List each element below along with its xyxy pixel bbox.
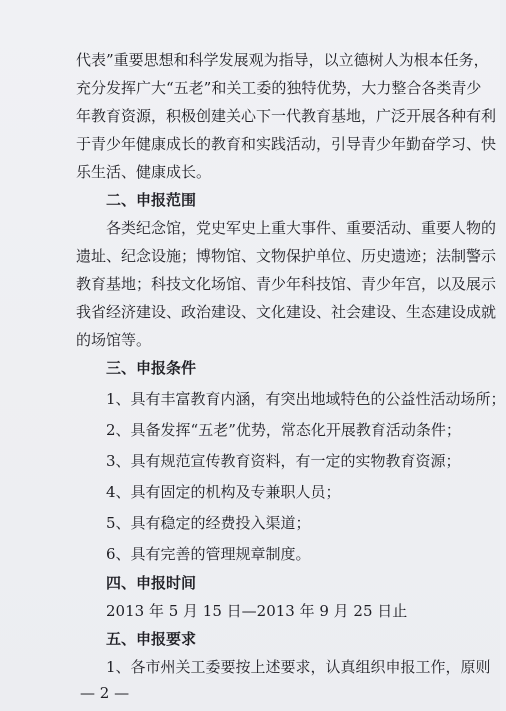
scope-line-5: 的场馆等。 [76,331,152,349]
section-heading-conditions: 三、申报条件 [106,359,197,377]
condition-item-6: 6、具有完善的管理规章制度。 [106,545,311,563]
intro-line-2: 充分发挥广大“五老”和关工委的独特优势，大力整合各类青少 [76,79,482,97]
scope-line-4: 我省经济建设、政治建设、文化建设、社会建设、生态建设成就 [76,303,497,321]
condition-item-5: 5、具有稳定的经费投入渠道； [106,514,311,532]
requirement-line-1: 1、各市州关工委要按上述要求，认真组织申报工作，原则 [106,658,491,676]
condition-item-1: 1、具有丰富教育内涵，有突出地域特色的公益性活动场所； [106,390,506,408]
intro-line-3: 年教育资源，积极创建关心下一代教育基地，广泛开展各种有利 [76,107,497,125]
section-heading-requirements: 五、申报要求 [106,630,197,648]
scope-line-2: 遗址、纪念设施；博物馆、文物保护单位、历史遗迹；法制警示 [76,247,497,265]
page-number: — 2 — [80,684,130,702]
intro-line-1: 代表”重要思想和科学发展观为指导，以立德树人为根本任务， [76,51,489,69]
condition-item-2: 2、具备发挥“五老”优势，常态化开展教育活动条件； [106,421,461,439]
time-range-text: 2013 年 5 月 15 日—2013 年 9 月 25 日止 [106,602,408,620]
intro-line-5: 乐生活、健康成长。 [76,163,212,181]
condition-item-4: 4、具有固定的机构及专兼职人员； [106,483,341,501]
scope-line-1: 各类纪念馆，党史军史上重大事件、重要活动、重要人物的 [106,219,497,237]
section-heading-time: 四、申报时间 [106,574,197,592]
condition-item-3: 3、具有规范宣传教育资料，有一定的实物教育资源； [106,452,461,470]
intro-line-4: 于青少年健康成长的教育和实践活动，引导青少年勤奋学习、快 [76,135,497,153]
section-heading-scope: 二、申报范围 [106,191,197,209]
scope-line-3: 教育基地；科技文化场馆、青少年科技馆、青少年宫，以及展示 [76,275,497,293]
